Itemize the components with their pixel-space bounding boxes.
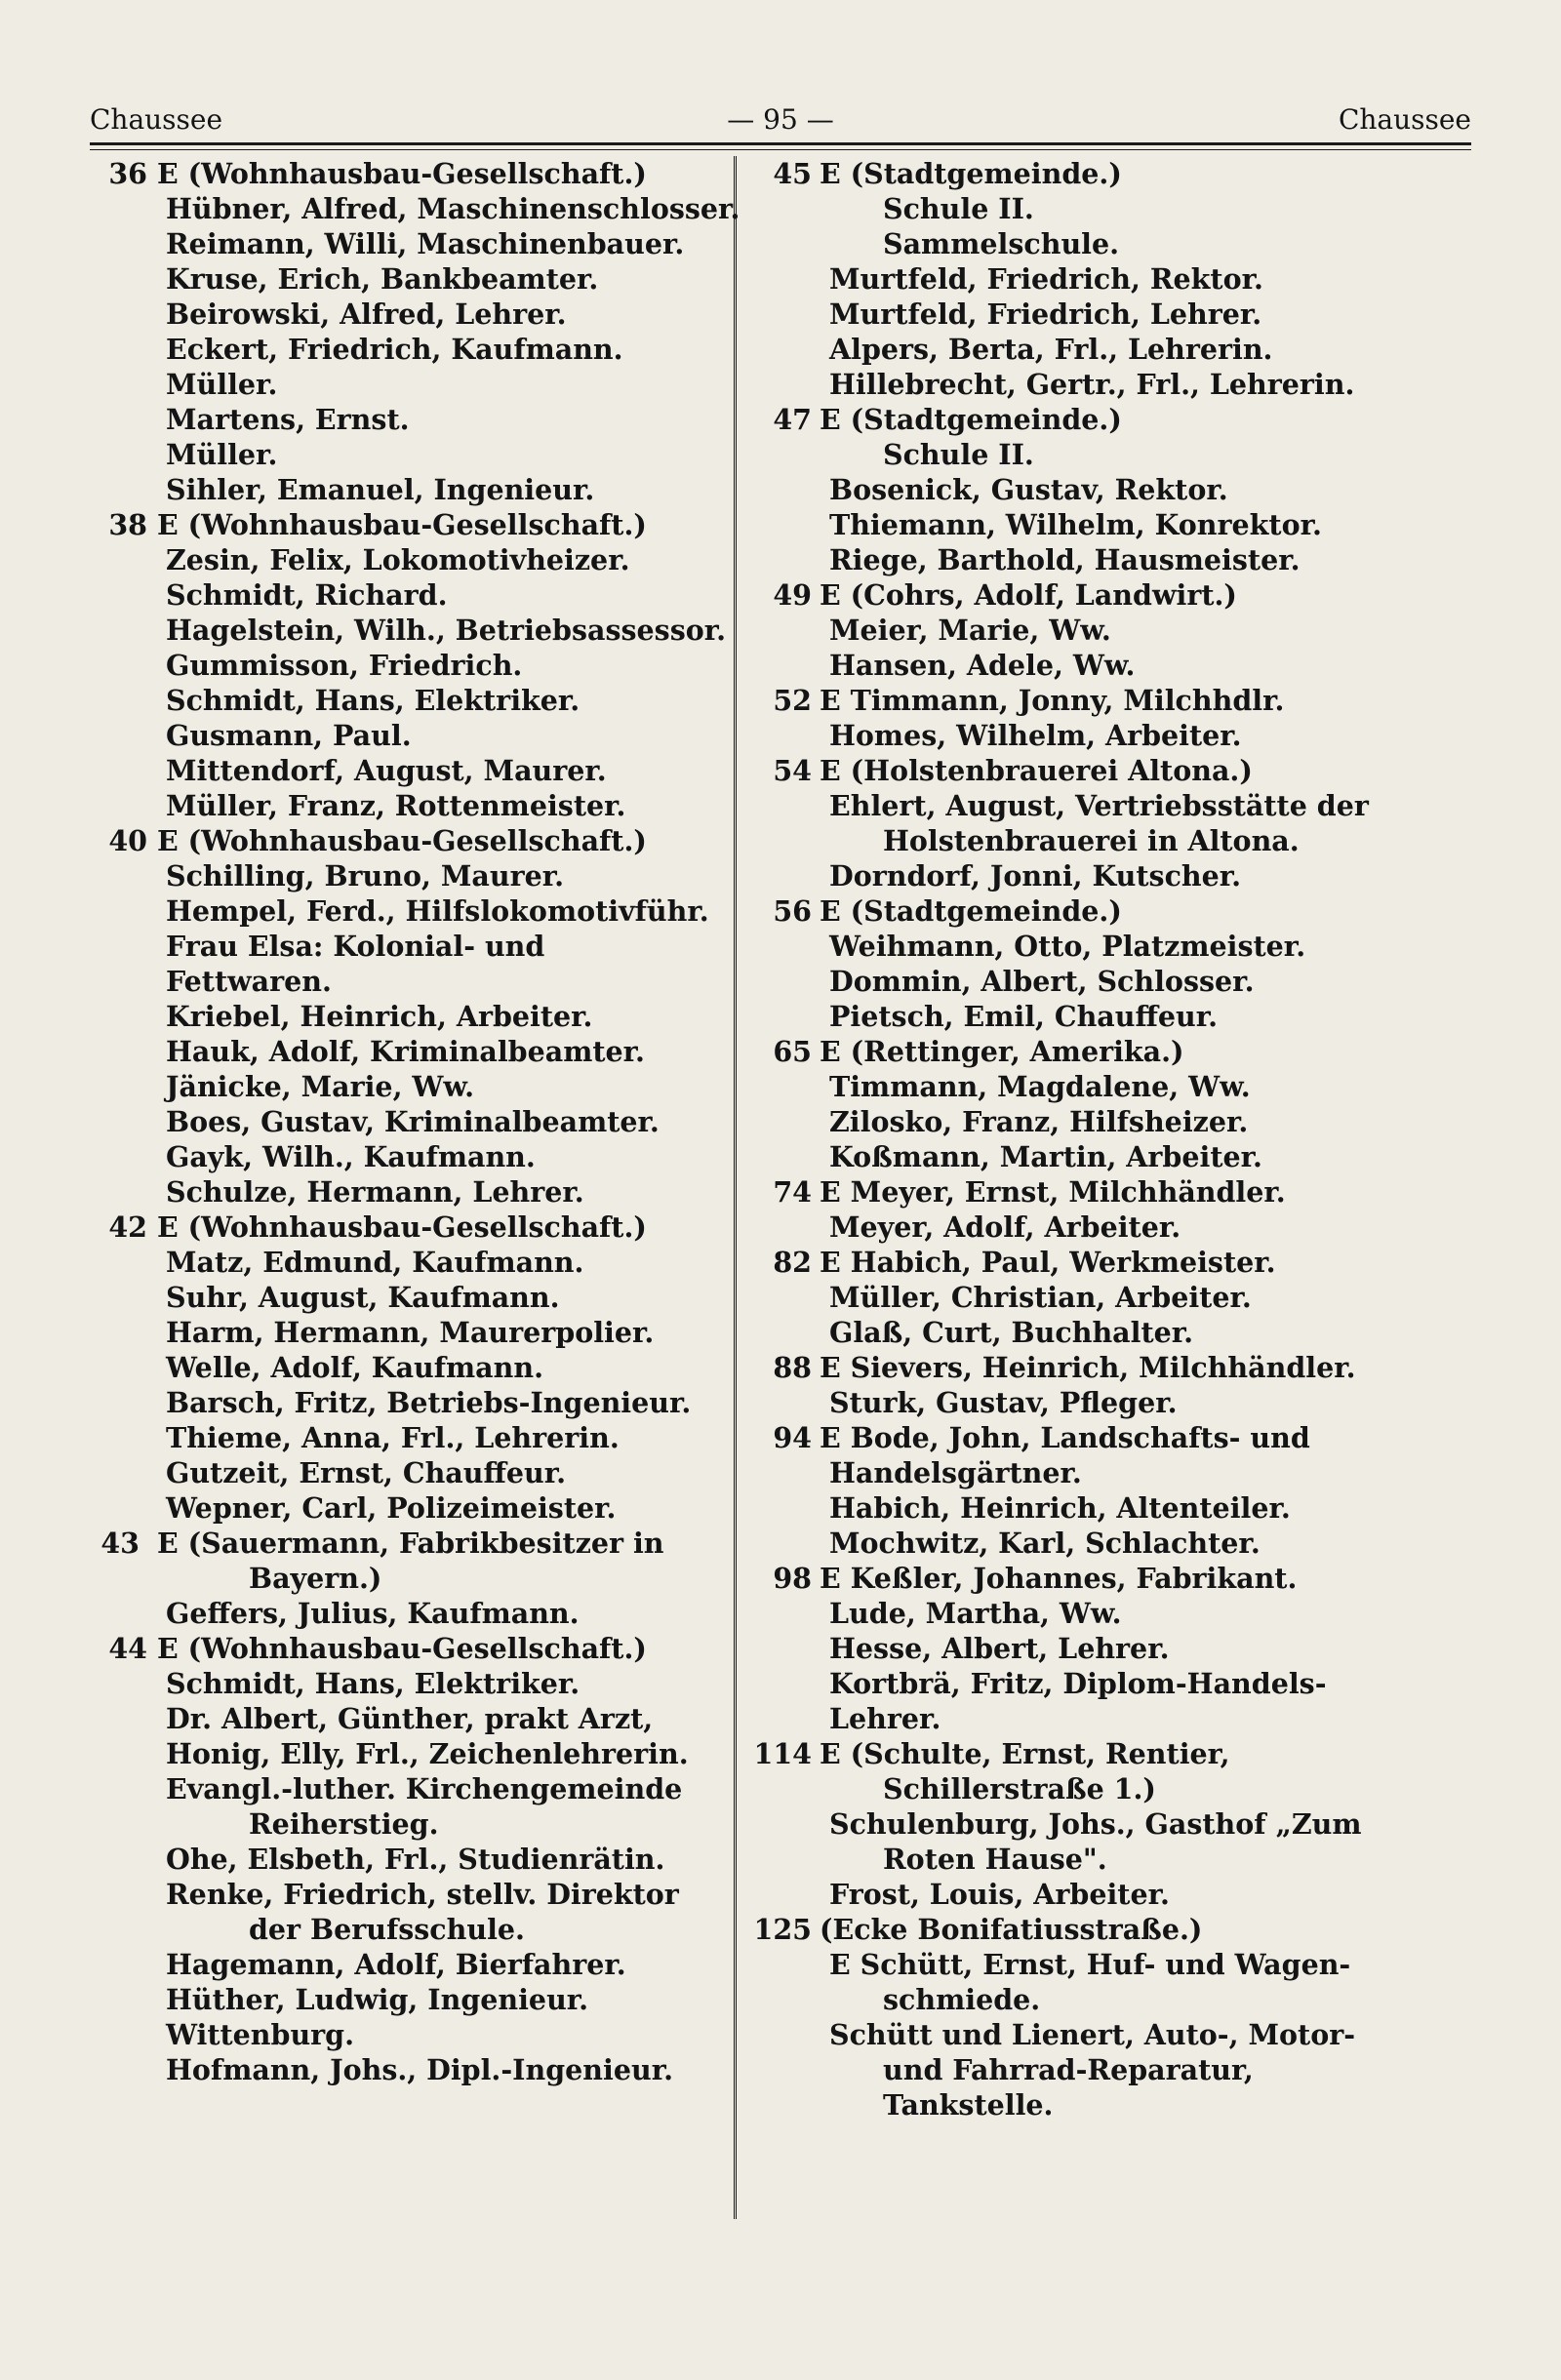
directory-line: [751, 648, 1483, 683]
resident-entry: Homes, Wilhelm, Arbeiter.: [829, 719, 1242, 752]
resident-entry: Müller.: [166, 438, 278, 471]
resident-entry: Schilling, Bruno, Maurer.: [166, 859, 565, 892]
resident-entry: Jänicke, Marie, Ww.: [166, 1070, 475, 1103]
house-entry: E (Stadtgemeinde.): [820, 403, 1122, 436]
house-entry: E (Stadtgemeinde.): [820, 157, 1122, 190]
resident-entry: Lude, Martha, Ww.: [829, 1597, 1122, 1630]
directory-line: [751, 1771, 1483, 1806]
resident-entry: Hansen, Adele, Ww.: [829, 649, 1136, 682]
resident-entry: Riege, Barthold, Hausmeister.: [829, 543, 1301, 576]
directory-line: [83, 1771, 717, 1806]
resident-entry: Mochwitz, Karl, Schlachter.: [829, 1527, 1261, 1560]
directory-line: [83, 718, 717, 753]
directory-line: [83, 261, 717, 297]
resident-entry: Koßmann, Martin, Arbeiter.: [829, 1140, 1262, 1173]
resident-entry: Martens, Ernst.: [166, 403, 410, 436]
directory-line: [751, 1842, 1483, 1877]
directory-line: [751, 683, 1483, 718]
resident-entry: und Fahrrad-Reparatur,: [883, 2053, 1254, 2086]
resident-entry: Hagelstein, Wilh., Betriebsassessor.: [166, 614, 727, 647]
house-entry: E (Wohnhausbau-Gesellschaft.): [157, 157, 647, 190]
directory-line: [83, 472, 717, 507]
directory-line: [83, 1385, 717, 1420]
directory-line: [751, 402, 1483, 437]
house-number: 82: [773, 1246, 812, 1279]
resident-entry: Schmidt, Richard.: [166, 578, 448, 612]
house-entry: E (Holstenbrauerei Altona.): [820, 754, 1253, 787]
directory-line: [83, 823, 717, 858]
resident-entry: Zesin, Felix, Lokomotivheizer.: [166, 543, 630, 576]
resident-entry: Müller, Franz, Rottenmeister.: [166, 789, 626, 822]
directory-line: [751, 2087, 1483, 2122]
directory-line: [751, 577, 1483, 613]
resident-entry: Murtfeld, Friedrich, Lehrer.: [829, 298, 1262, 331]
directory-line: [83, 1174, 717, 1210]
directory-line: [751, 156, 1483, 191]
right-column: [751, 156, 1483, 2122]
resident-entry: Wittenburg.: [166, 2018, 355, 2051]
directory-line: [751, 2052, 1483, 2087]
directory-line: [83, 1350, 717, 1385]
directory-line: [751, 1174, 1483, 1210]
resident-entry: Ehlert, August, Vertriebsstätte der: [829, 789, 1369, 822]
resident-entry: Kriebel, Heinrich, Arbeiter.: [166, 1000, 593, 1033]
resident-entry: Weihmann, Otto, Platzmeister.: [829, 930, 1306, 963]
directory-line: [83, 1245, 717, 1280]
directory-line: [751, 964, 1483, 999]
house-number: 40: [108, 824, 147, 857]
resident-entry: Renke, Friedrich, stellv. Direktor: [166, 1878, 679, 1911]
house-number: 98: [773, 1562, 812, 1595]
directory-line: [83, 402, 717, 437]
resident-entry: Timmann, Magdalene, Ww.: [829, 1070, 1251, 1103]
directory-line: [751, 1210, 1483, 1245]
resident-entry: Matz, Edmund, Kaufmann.: [166, 1246, 584, 1279]
resident-entry: Hagemann, Adolf, Bierfahrer.: [166, 1948, 626, 1981]
directory-line: [751, 297, 1483, 332]
resident-entry: Hesse, Albert, Lehrer.: [829, 1632, 1170, 1665]
house-entry: E Timmann, Jonny, Milchhdlr.: [820, 684, 1285, 717]
directory-line: [751, 261, 1483, 297]
directory-line: [751, 226, 1483, 261]
directory-line: [83, 1631, 717, 1666]
directory-line: [83, 1104, 717, 1139]
resident-entry: Evangl.-luther. Kirchengemeinde: [166, 1772, 683, 1805]
resident-entry: Thieme, Anna, Frl., Lehrerin.: [166, 1421, 620, 1454]
directory-line: [751, 1947, 1483, 1982]
directory-line: [751, 507, 1483, 542]
directory-line: [83, 1912, 717, 1947]
directory-line: [751, 1139, 1483, 1174]
resident-entry: Hüther, Ludwig, Ingenieur.: [166, 1983, 589, 2016]
header-left-street: Chaussee: [90, 103, 223, 136]
directory-line: [751, 1455, 1483, 1490]
house-number: 94: [773, 1421, 812, 1454]
house-entry: E Keßler, Johannes, Fabrikant.: [820, 1562, 1298, 1595]
directory-line: [83, 1596, 717, 1631]
resident-entry: Barsch, Fritz, Betriebs-Ingenieur.: [166, 1386, 692, 1419]
directory-line: [751, 332, 1483, 367]
resident-entry: Gusmann, Paul.: [166, 719, 412, 752]
directory-line: [83, 332, 717, 367]
resident-entry: Welle, Adolf, Kaufmann.: [166, 1351, 544, 1384]
resident-entry: Suhr, August, Kaufmann.: [166, 1281, 560, 1314]
house-number: 114: [753, 1737, 812, 1770]
directory-line: [83, 1736, 717, 1771]
resident-entry: Schillerstraße 1.): [883, 1772, 1156, 1805]
directory-line: [83, 1806, 717, 1842]
house-number: 42: [108, 1210, 147, 1244]
resident-entry: Hempel, Ferd., Hilfslokomotivführ.: [166, 894, 709, 928]
resident-entry: Handelsgärtner.: [829, 1456, 1082, 1489]
directory-line: [751, 1631, 1483, 1666]
directory-line: [751, 2017, 1483, 2052]
resident-entry: Eckert, Friedrich, Kaufmann.: [166, 333, 623, 366]
resident-entry: Sturk, Gustav, Pfleger.: [829, 1386, 1178, 1419]
directory-line: [83, 858, 717, 893]
resident-entry: Sammelschule.: [883, 227, 1120, 260]
directory-line: [751, 1069, 1483, 1104]
house-entry: E Sievers, Heinrich, Milchhändler.: [820, 1351, 1356, 1384]
resident-entry: Schule II.: [883, 192, 1034, 225]
house-entry: E (Stadtgemeinde.): [820, 894, 1122, 928]
directory-line: [83, 542, 717, 577]
directory-line: [751, 1806, 1483, 1842]
directory-line: [83, 648, 717, 683]
directory-line: [751, 191, 1483, 226]
house-number: 125: [753, 1913, 812, 1946]
house-entry: E Bode, John, Landschafts- und: [820, 1421, 1310, 1454]
house-number: 52: [773, 684, 812, 717]
directory-line: [83, 367, 717, 402]
directory-line: [83, 964, 717, 999]
directory-line: [83, 1842, 717, 1877]
directory-line: [751, 367, 1483, 402]
house-number: 88: [773, 1351, 812, 1384]
directory-line: [83, 788, 717, 823]
resident-entry: Dommin, Albert, Schlosser.: [829, 965, 1255, 998]
house-entry: E (Cohrs, Adolf, Landwirt.): [820, 578, 1237, 612]
directory-line: [83, 753, 717, 788]
house-entry: E Habich, Paul, Werkmeister.: [820, 1246, 1276, 1279]
directory-line: [751, 858, 1483, 893]
directory-line: [83, 156, 717, 191]
directory-line: [83, 613, 727, 648]
directory-line: [83, 297, 717, 332]
resident-entry: schmiede.: [883, 1983, 1041, 2016]
resident-entry: Gummisson, Friedrich.: [166, 649, 523, 682]
resident-entry: Alpers, Berta, Frl., Lehrerin.: [829, 333, 1273, 366]
resident-entry: Meier, Marie, Ww.: [829, 614, 1111, 647]
directory-line: [83, 999, 717, 1034]
house-number: 74: [773, 1175, 812, 1209]
page-header: [90, 90, 1471, 144]
directory-line: [83, 437, 717, 472]
resident-entry: Reiherstieg.: [249, 1807, 439, 1841]
directory-line: [83, 683, 717, 718]
directory-line: [751, 1245, 1483, 1280]
directory-line: [751, 893, 1483, 929]
directory-line: [751, 1596, 1483, 1631]
directory-line: [83, 507, 717, 542]
directory-line: [751, 1666, 1483, 1701]
resident-entry: Honig, Elly, Frl., Zeichenlehrerin.: [166, 1737, 689, 1770]
directory-line: [83, 191, 740, 226]
resident-entry: Habich, Heinrich, Altenteiler.: [829, 1491, 1291, 1525]
directory-line: [751, 1912, 1483, 1947]
house-entry: E (Wohnhausbau-Gesellschaft.): [157, 1632, 647, 1665]
house-number: 65: [773, 1035, 812, 1068]
header-right-street: Chaussee: [1338, 103, 1471, 136]
house-entry: E (Sauermann, Fabrikbesitzer in: [157, 1527, 664, 1560]
directory-line: [751, 472, 1483, 507]
resident-entry: Glaß, Curt, Buchhalter.: [829, 1316, 1194, 1349]
directory-line: [751, 1034, 1483, 1069]
directory-line: [751, 823, 1483, 858]
directory-line: [83, 929, 717, 964]
directory-line: [751, 1385, 1483, 1420]
resident-entry: Frost, Louis, Arbeiter.: [829, 1878, 1170, 1911]
resident-entry: Müller, Christian, Arbeiter.: [829, 1281, 1252, 1314]
resident-entry: Beirowski, Alfred, Lehrer.: [166, 298, 567, 331]
resident-entry: Gayk, Wilh., Kaufmann.: [166, 1140, 536, 1173]
resident-entry: Hillebrecht, Gertr., Frl., Lehrerin.: [829, 368, 1355, 401]
house-number: 47: [773, 403, 812, 436]
directory-line: [751, 1526, 1483, 1561]
resident-entry: Schulze, Hermann, Lehrer.: [166, 1175, 584, 1209]
resident-entry: Hauk, Adolf, Kriminalbeamter.: [166, 1035, 645, 1068]
resident-entry: Bosenick, Gustav, Rektor.: [829, 473, 1228, 506]
resident-entry: Schule II.: [883, 438, 1034, 471]
directory-line: [83, 1982, 717, 2017]
resident-entry: der Berufsschule.: [249, 1913, 525, 1946]
house-number: 38: [108, 508, 147, 541]
resident-entry: Roten Hause".: [883, 1843, 1107, 1876]
directory-line: [83, 1280, 717, 1315]
resident-entry: Schmidt, Hans, Elektriker.: [166, 684, 580, 717]
resident-entry: Geffers, Julius, Kaufmann.: [166, 1597, 580, 1630]
house-entry: E (Wohnhausbau-Gesellschaft.): [157, 508, 647, 541]
directory-line: [751, 542, 1483, 577]
resident-entry: Ohe, Elsbeth, Frl., Studienrätin.: [166, 1843, 665, 1876]
resident-entry: Müller.: [166, 368, 278, 401]
house-entry: E (Wohnhausbau-Gesellschaft.): [157, 1210, 647, 1244]
directory-line: [83, 2052, 717, 2087]
page-number: — 95 —: [727, 103, 834, 136]
house-number: 43: [100, 1527, 140, 1560]
resident-entry: Schmidt, Hans, Elektriker.: [166, 1667, 580, 1700]
directory-line: [751, 1982, 1483, 2017]
resident-entry: Frau Elsa: Kolonial- und: [166, 930, 545, 963]
house-number: 45: [773, 157, 812, 190]
directory-line: [751, 999, 1483, 1034]
directory-line: [751, 788, 1483, 823]
resident-entry: Boes, Gustav, Kriminalbeamter.: [166, 1105, 660, 1138]
directory-line: [83, 1420, 717, 1455]
house-entry: E Meyer, Ernst, Milchhändler.: [820, 1175, 1286, 1209]
resident-entry: Dorndorf, Jonni, Kutscher.: [829, 859, 1242, 892]
directory-line: [83, 1666, 717, 1701]
directory-line: [83, 1490, 717, 1526]
resident-entry: Hofmann, Johs., Dipl.-Ingenieur.: [166, 2053, 674, 2086]
left-column: [83, 156, 740, 2087]
resident-entry: Mittendorf, August, Maurer.: [166, 754, 607, 787]
directory-line: [751, 718, 1483, 753]
directory-line: [751, 437, 1483, 472]
directory-line: [751, 1350, 1483, 1385]
directory-line: [83, 1210, 717, 1245]
house-entry: E (Schulte, Ernst, Rentier,: [820, 1737, 1230, 1770]
directory-line: [751, 753, 1483, 788]
directory-line: [83, 577, 717, 613]
directory-line: [751, 1280, 1483, 1315]
directory-line: [751, 1701, 1483, 1736]
resident-entry: Lehrer.: [829, 1702, 941, 1735]
directory-line: [83, 1561, 717, 1596]
directory-line: [751, 1104, 1483, 1139]
resident-entry: Murtfeld, Friedrich, Rektor.: [829, 262, 1263, 296]
directory-line: [751, 929, 1483, 964]
directory-line: [83, 893, 717, 929]
resident-entry: Pietsch, Emil, Chauffeur.: [829, 1000, 1219, 1033]
resident-entry: Sihler, Emanuel, Ingenieur.: [166, 473, 595, 506]
resident-entry: Kortbrä, Fritz, Diplom-Handels-: [829, 1667, 1327, 1700]
directory-line: [751, 1490, 1483, 1526]
house-number: 54: [773, 754, 812, 787]
directory-line: [83, 2017, 717, 2052]
resident-entry: Wepner, Carl, Polizeimeister.: [166, 1491, 617, 1525]
house-number: 49: [773, 578, 812, 612]
house-entry: (Ecke Bonifatiusstraße.): [820, 1913, 1203, 1946]
resident-entry: Holstenbrauerei in Altona.: [883, 824, 1300, 857]
resident-entry: Harm, Hermann, Maurerpolier.: [166, 1316, 655, 1349]
directory-line: [83, 1947, 717, 1982]
resident-entry: Bayern.): [249, 1562, 382, 1595]
resident-entry: Kruse, Erich, Bankbeamter.: [166, 262, 599, 296]
directory-line: [83, 1877, 717, 1912]
resident-entry: Dr. Albert, Günther, prakt Arzt,: [166, 1702, 654, 1735]
column-divider: [734, 156, 737, 2219]
header-rule-thin: [90, 149, 1471, 150]
house-entry: E (Rettinger, Amerika.): [820, 1035, 1184, 1068]
directory-line: [83, 1701, 717, 1736]
directory-line: [751, 1561, 1483, 1596]
resident-entry: Tankstelle.: [883, 2088, 1054, 2122]
directory-line: [751, 613, 1483, 648]
directory-line: [83, 1139, 717, 1174]
directory-line: [751, 1736, 1483, 1771]
directory-line: [83, 226, 717, 261]
house-number: 56: [773, 894, 812, 928]
directory-line: [83, 1034, 717, 1069]
resident-entry: Thiemann, Wilhelm, Konrektor.: [829, 508, 1322, 541]
house-number: 36: [108, 157, 147, 190]
resident-entry: Reimann, Willi, Maschinenbauer.: [166, 227, 685, 260]
header-rule-thick: [90, 142, 1471, 145]
resident-entry: Schütt und Lienert, Auto-, Motor-: [829, 2018, 1356, 2051]
house-entry: E (Wohnhausbau-Gesellschaft.): [157, 824, 647, 857]
resident-entry: Schulenburg, Johs., Gasthof „Zum: [829, 1807, 1362, 1841]
resident-entry: Hübner, Alfred, Maschinenschlosser.: [166, 192, 740, 225]
directory-line: [83, 1069, 717, 1104]
resident-entry: Zilosko, Franz, Hilfsheizer.: [829, 1105, 1249, 1138]
house-number: 44: [108, 1632, 147, 1665]
directory-line: [83, 1526, 717, 1561]
directory-line: [83, 1455, 717, 1490]
directory-line: [751, 1877, 1483, 1912]
resident-entry: Fettwaren.: [166, 965, 332, 998]
directory-line: [751, 1420, 1483, 1455]
directory-line: [751, 1315, 1483, 1350]
resident-entry: Gutzeit, Ernst, Chauffeur.: [166, 1456, 567, 1489]
directory-line: [83, 1315, 717, 1350]
resident-entry: E Schütt, Ernst, Huf- und Wagen-: [829, 1948, 1351, 1981]
resident-entry: Meyer, Adolf, Arbeiter.: [829, 1210, 1181, 1244]
